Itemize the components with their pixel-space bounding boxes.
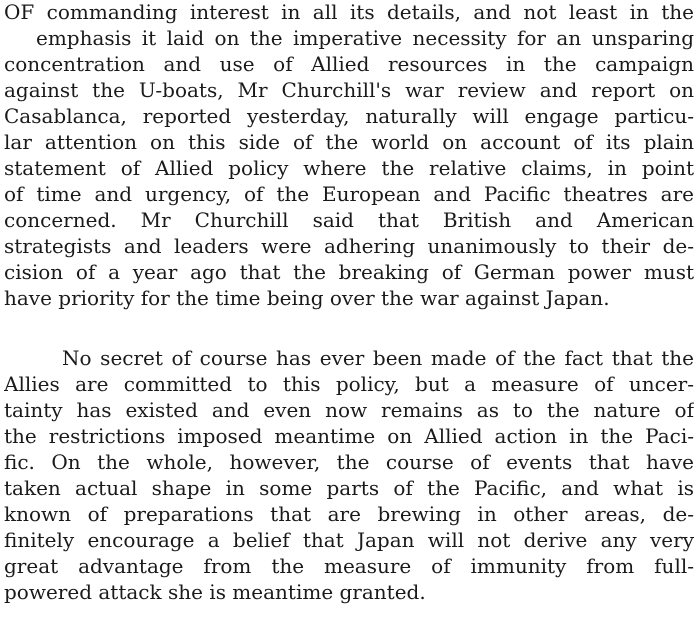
paragraph-1-line-11: cision of a year ago that the breaking of German power must — [4, 260, 694, 284]
paragraph-1-line-12: have priority for the time being over the war against Japan. — [4, 286, 610, 310]
paragraph-2-line-3: tainty has existed and even now remains as to the nature of — [4, 398, 694, 422]
paragraph-1-line-7: statement of Allied policy where the relative claims, in point — [4, 156, 694, 180]
paragraph-1-line-1: OF commanding interest in all its details, and not least in the — [4, 0, 694, 24]
paragraph-2-line-10: powered attack she is meantime granted. — [4, 580, 426, 604]
paragraph-2-line-5: fic. On the whole, however, the course of events that have — [4, 450, 694, 474]
paragraph-2-line-9: great advantage from the measure of immunity from full- — [4, 554, 694, 578]
paragraph-2-line-6: taken actual shape in some parts of the Pacific, and what is — [4, 476, 694, 500]
paragraph-2-line-7: known of preparations that are brewing in other areas, de- — [4, 502, 694, 526]
paragraph-2-line-8: finitely encourage a belief that Japan will not derive any very — [4, 528, 694, 552]
paragraph-1-line-5: Casablanca, reported yesterday, naturally will engage particu- — [4, 104, 694, 128]
paragraph-1-line-9: concerned. Mr Churchill said that British and American — [4, 208, 694, 232]
paragraph-2-line-4: the restrictions imposed meantime on Allied action in the Paci- — [4, 424, 694, 448]
paragraph-1-line-6: lar attention on this side of the world on account of its plain — [4, 130, 694, 154]
paragraph-1-line-8: of time and urgency, of the European and Pacific theatres are — [4, 182, 694, 206]
paragraph-1-line-3: concentration and use of Allied resources in the campaign — [4, 52, 694, 76]
paragraph-2-line-2: Allies are committed to this policy, but a measure of uncer- — [4, 372, 694, 396]
paragraph-1-line-2: emphasis it laid on the imperative necessity for an unsparing — [36, 26, 694, 50]
paragraph-1-line-10: strategists and leaders were adhering unanimously to their de- — [4, 234, 694, 258]
paragraph-1-line-4: against the U-boats, Mr Churchill's war review and report on — [4, 78, 694, 102]
paragraph-2-line-1: No secret of course has ever been made of the fact that the — [62, 346, 694, 370]
